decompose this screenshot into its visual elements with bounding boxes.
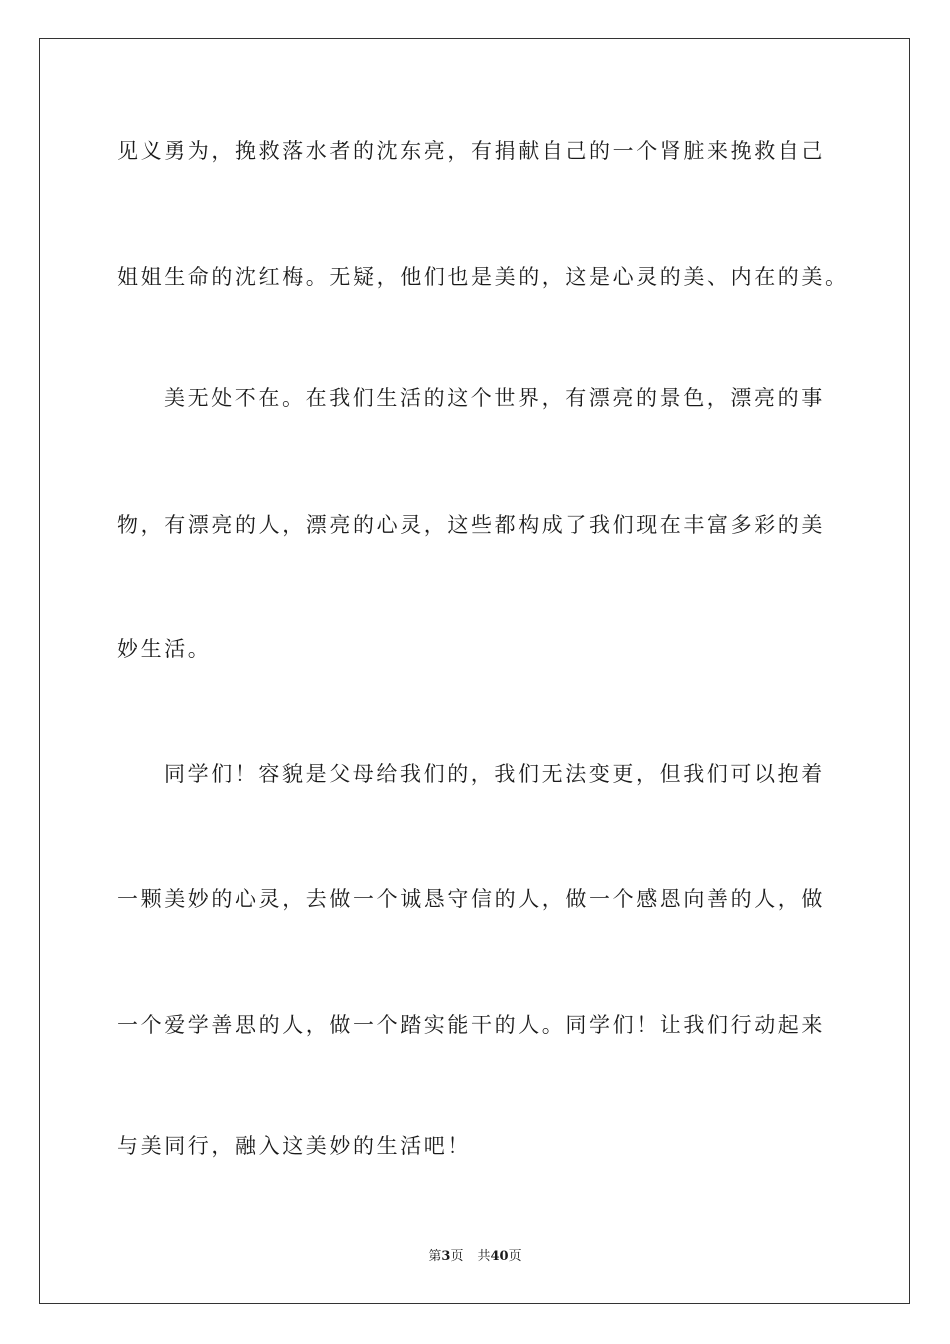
page-prefix: 第 — [428, 1249, 442, 1264]
page-footer — [0, 1248, 950, 1266]
total-prefix: 共 — [477, 1249, 491, 1264]
text-line-1: 见义勇为，挽救落水者的沈东亮，有捐献自己的一个肾脏来挽救自己 — [117, 139, 825, 163]
page-border — [39, 38, 910, 1304]
text-line-7: 一颗美妙的心灵，去做一个诚恳守信的人，做一个感恩向善的人，做 — [117, 887, 825, 911]
total-pages: 40 — [490, 1249, 509, 1264]
text-line-3: 美无处不在。在我们生活的这个世界，有漂亮的景色，漂亮的事 — [164, 386, 825, 410]
total-suffix: 页 — [508, 1249, 522, 1264]
text-line-2: 姐姐生命的沈红梅。无疑，他们也是美的，这是心灵的美、内在的美。 — [117, 265, 849, 289]
text-line-5: 妙生活。 — [117, 637, 212, 661]
page-suffix: 页 — [450, 1249, 464, 1264]
text-line-9: 与美同行，融入这美妙的生活吧！ — [117, 1134, 471, 1158]
text-line-4: 物，有漂亮的人，漂亮的心灵，这些都构成了我们现在丰富多彩的美 — [117, 513, 825, 537]
text-line-6: 同学们！容貌是父母给我们的，我们无法变更，但我们可以抱着 — [164, 762, 825, 786]
page-number: 3 — [441, 1249, 451, 1264]
text-line-8: 一个爱学善思的人，做一个踏实能干的人。同学们！让我们行动起来 — [117, 1013, 825, 1037]
